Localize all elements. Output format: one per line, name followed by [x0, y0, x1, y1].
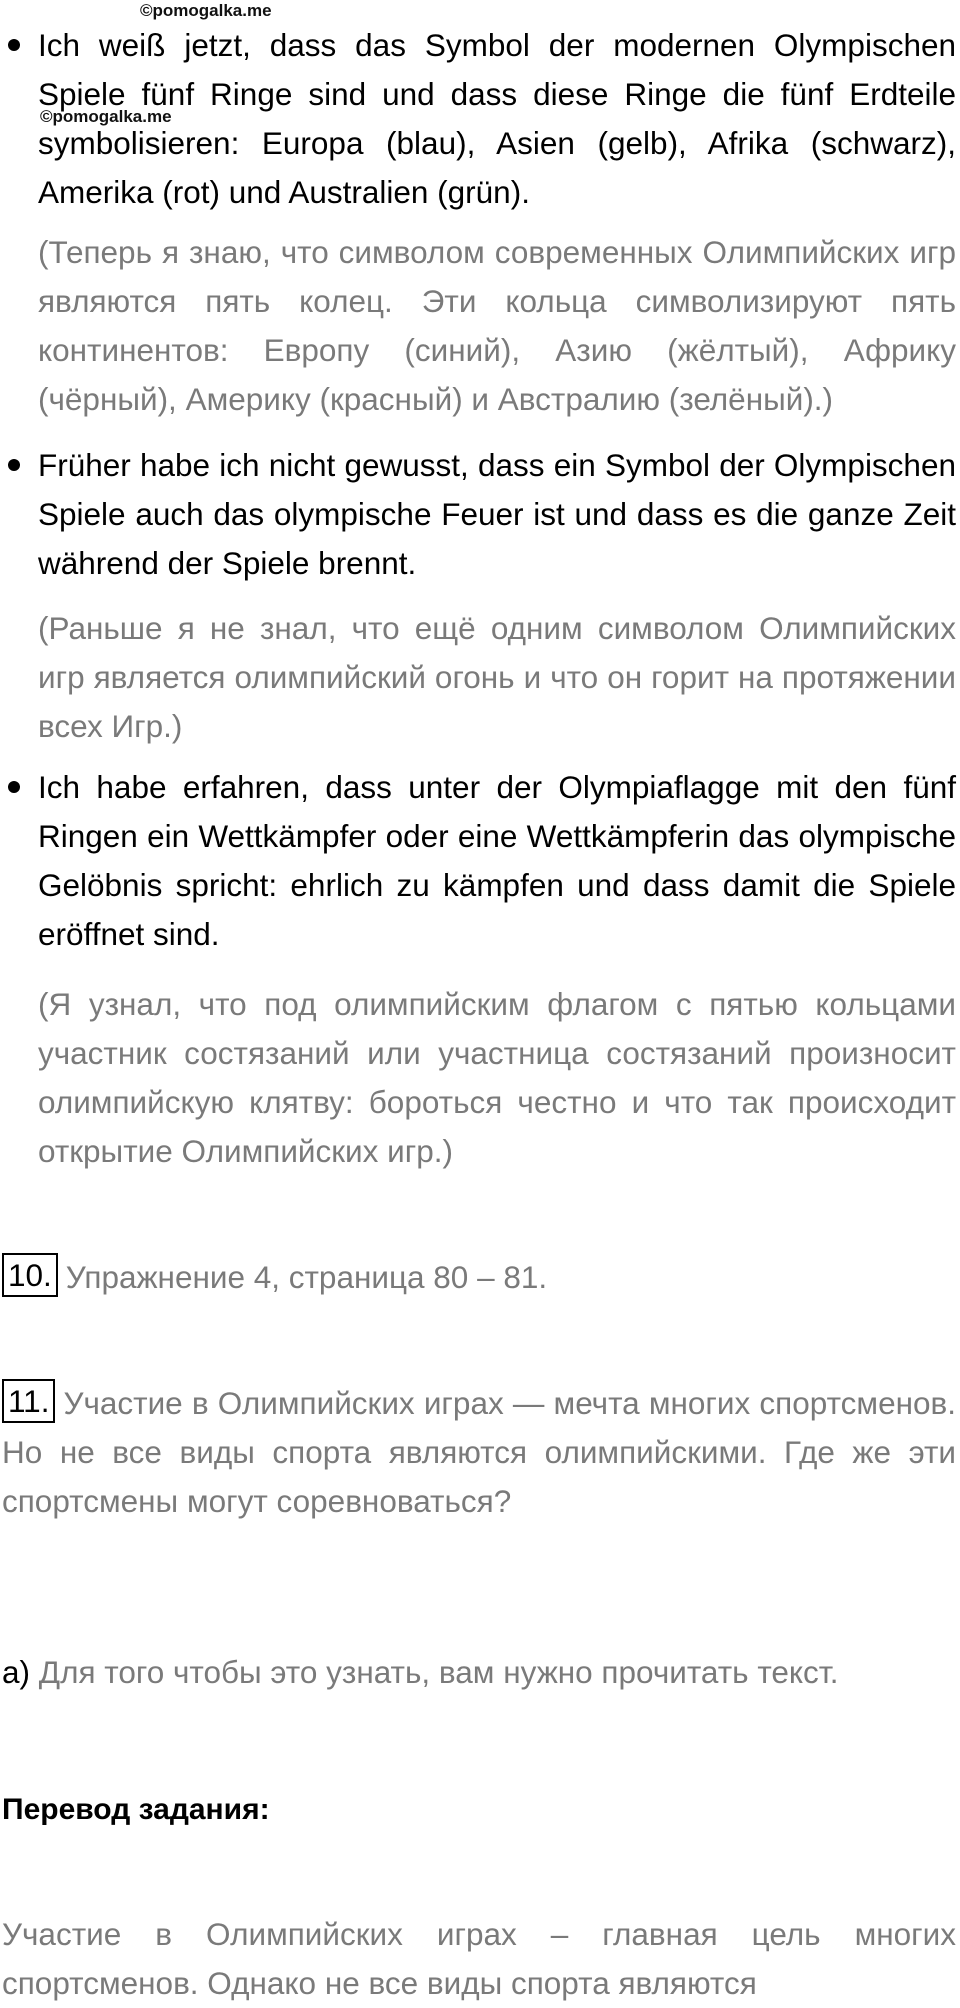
task-number-box: 10. [2, 1253, 58, 1297]
task-11-text: Участие в Олимпийских играх — мечта многих спортсменов. Но не все виды спорта являются олимпийскими. Где же эти спортсмены могут соревноваться? [2, 1385, 956, 1519]
task-10 [2, 1253, 956, 1302]
russian-paragraph-3: (Я узнал, что под олимпийским флагом с пятью кольцами участник состязаний или участница состязаний произносит олимпийскую клятву: бороться честно и что так происходит открытие Олимпийских игр.) [38, 986, 956, 1169]
task-number-box: 11. [2, 1379, 55, 1423]
task-10-text: Упражнение 4, страница 80 – 81. [65, 1259, 548, 1295]
russian-paragraph-2: (Раньше я не знал, что ещё одним символом Олимпийских игр является олимпийский огонь и что он горит на протяжении всех Игр.) [38, 610, 956, 744]
translation-text: Участие в Олимпийских играх – главная цель многих спортсменов. Однако не все виды спорта являются [2, 1916, 956, 2001]
watermark-top: ©pomogalka.me [140, 1, 272, 20]
watermark-inline: ©pomogalka.me [40, 107, 172, 126]
bullet-icon [8, 781, 20, 793]
task-11 [2, 1379, 956, 1526]
bullet-icon [8, 39, 20, 51]
task-11a-text: Для того чтобы это узнать, вам нужно прочитать текст. [38, 1654, 839, 1690]
german-paragraph-1: Ich weiß jetzt, dass das Symbol der modernen Olympischen Spiele fünf Ringe sind und dass diese Ringe die fünf Erdteile symbolisieren: Europa (blau), Asien (gelb), Afrika (schwarz), Amerika (rot) und Australien (grün). [38, 27, 956, 210]
bullet-icon [8, 459, 20, 471]
german-paragraph-2: Früher habe ich nicht gewusst, dass ein Symbol der Olympischen Spiele auch das olympische Feuer ist und dass es die ganze Zeit während der Spiele brennt. [38, 447, 956, 581]
translation-heading: Перевод задания: [2, 1793, 270, 1826]
russian-paragraph-1: (Теперь я знаю, что символом современных Олимпийских игр являются пять колец. Эти кольца символизируют пять континентов: Европу (синий), Азию (жёлтый), Африку (чёрный), Америку (красный) и Австралию (зелёный).) [38, 234, 956, 417]
task-letter: а) [2, 1654, 31, 1690]
german-paragraph-3: Ich habe erfahren, dass unter der Olympiaflagge mit den fünf Ringen ein Wettkämpfer oder eine Wettkämpferin das olympische Gelöbnis spricht: ehrlich zu kämpfen und dass damit die Spiele eröffnet sind. [38, 769, 956, 952]
task-11a [2, 1648, 956, 1697]
